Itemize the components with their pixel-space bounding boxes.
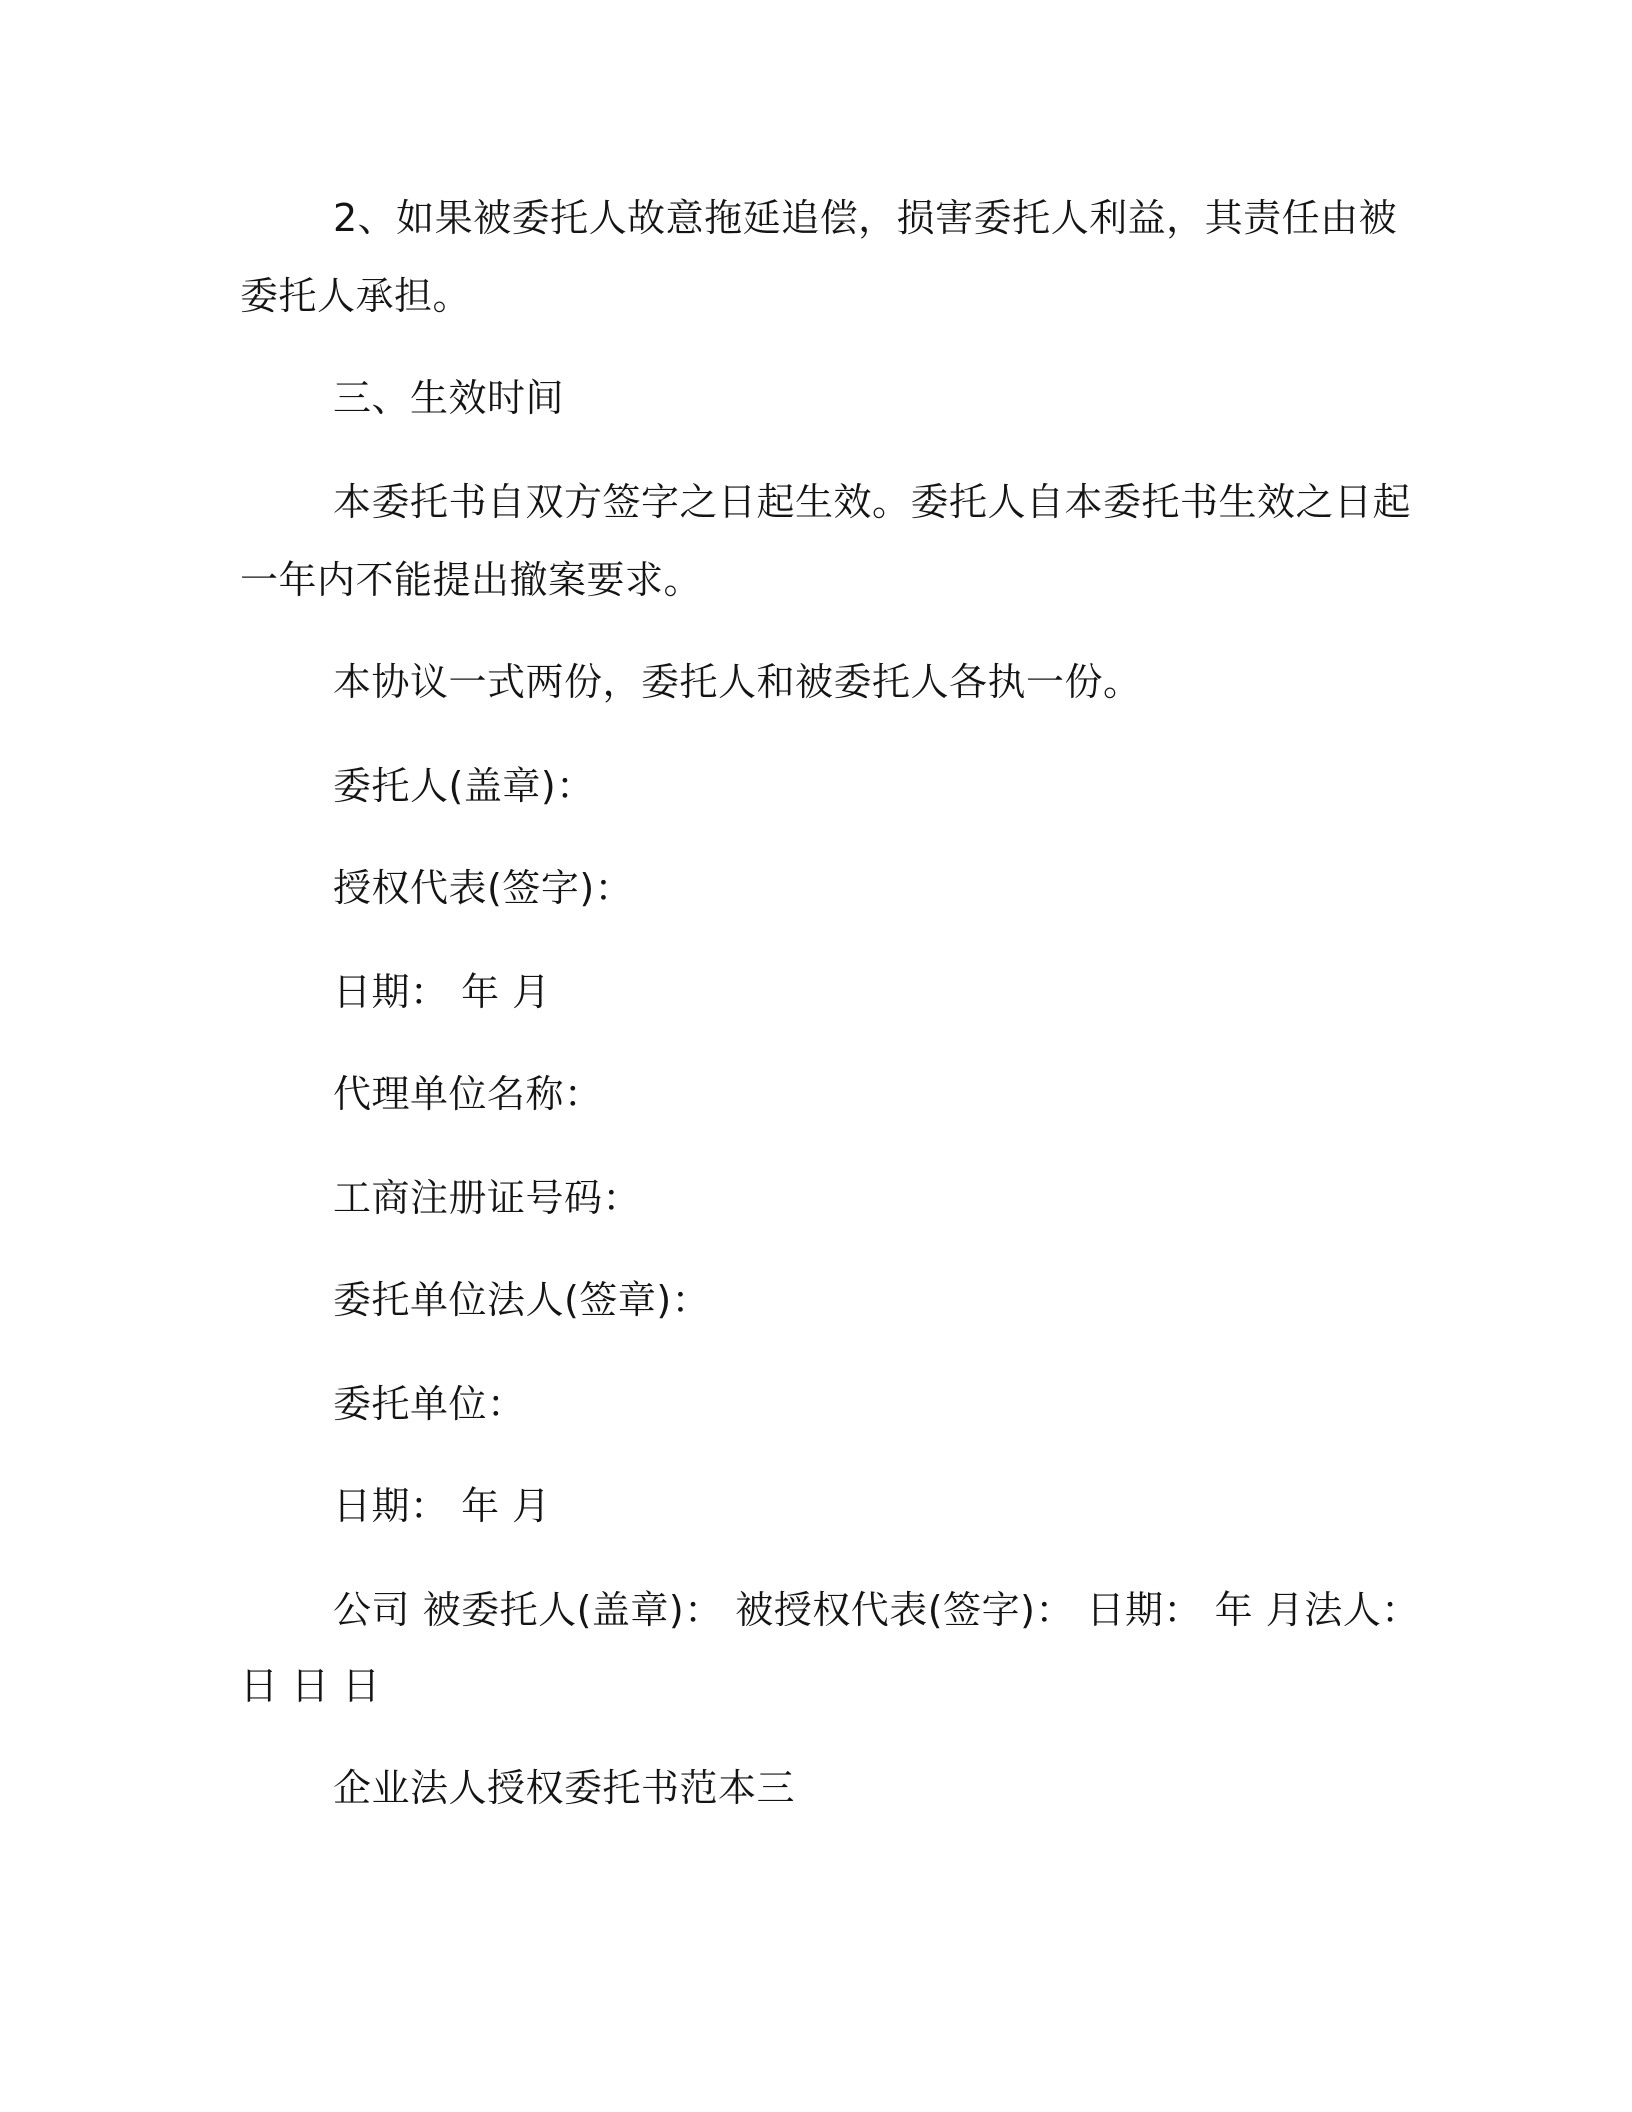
paragraph-delay-liability: 2、如果被委托人故意拖延追偿，损害委托人利益，其责任由被 [333, 196, 1398, 240]
paragraph-delay-liability-cont: 委托人承担。 [240, 274, 472, 318]
field-authorized-rep-signature: 授权代表(签字)： [333, 866, 634, 910]
field-principal-unit: 委托单位： [333, 1382, 526, 1426]
signature-block-line: 公司 被委托人(盖章)： 被授权代表(签字)： 日期： 年 月法人： [333, 1588, 1420, 1632]
field-principal-seal: 委托人(盖章)： [333, 764, 595, 808]
field-date-1: 日期： 年 月 [333, 970, 551, 1014]
signature-block-days: 日 日 日 [240, 1664, 381, 1708]
field-business-registration-number: 工商注册证号码： [333, 1176, 642, 1220]
paragraph-copies: 本协议一式两份，委托人和被委托人各执一份。 [333, 660, 1142, 704]
paragraph-effective-cont: 一年内不能提出撤案要求。 [240, 558, 703, 602]
section-title-template-three: 企业法人授权委托书范本三 [333, 1766, 796, 1810]
field-principal-legal-person-seal: 委托单位法人(签章)： [333, 1278, 711, 1322]
paragraph-effective: 本委托书自双方签字之日起生效。委托人自本委托书生效之日起 [333, 480, 1412, 524]
section-heading-effective-time: 三、生效时间 [333, 376, 565, 420]
field-agent-unit-name: 代理单位名称： [333, 1072, 603, 1116]
field-date-2: 日期： 年 月 [333, 1484, 551, 1528]
